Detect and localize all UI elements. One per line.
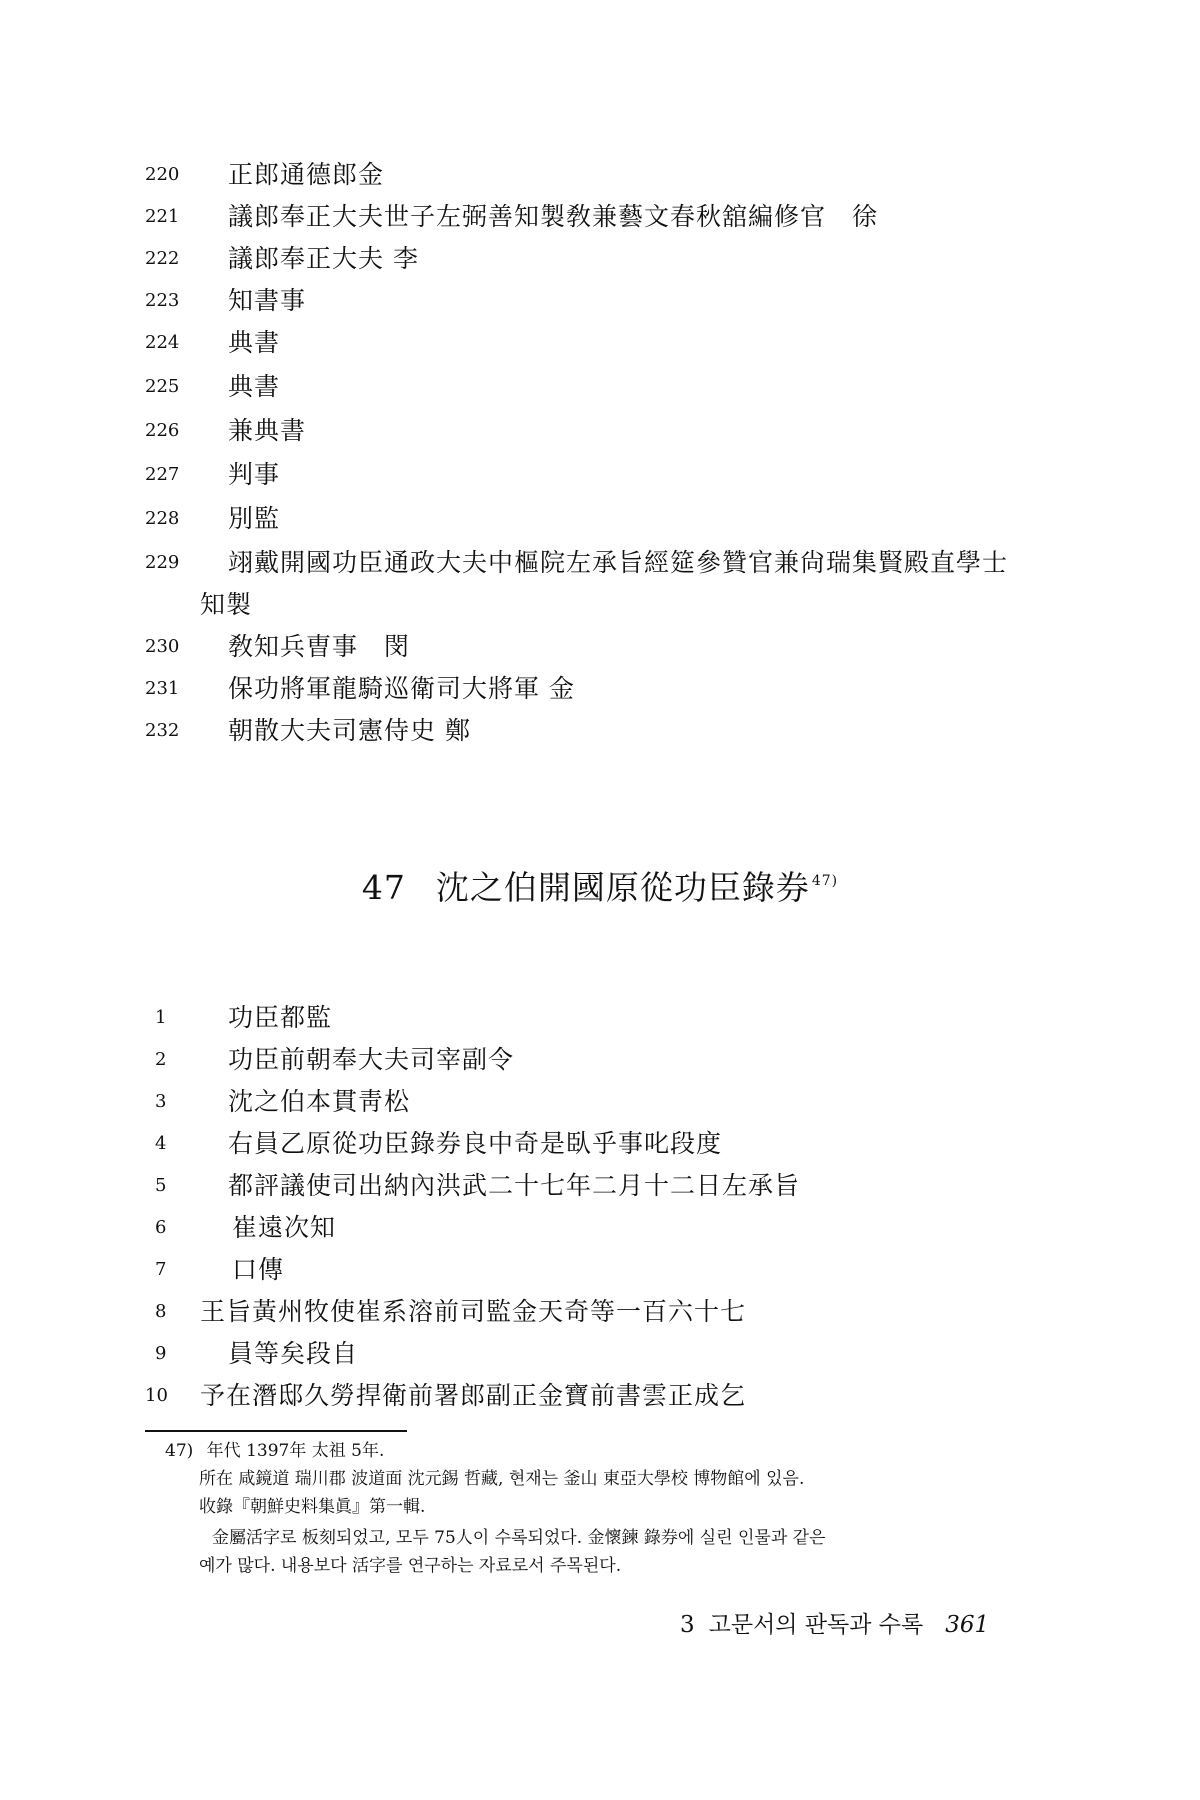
- list-item: [0, 455, 1200, 495]
- line-text: 予在潛邸久勞捍衛前署郎副正金寶前書雲正成乞: [200, 1381, 747, 1410]
- list-item: [0, 197, 1200, 237]
- list-item: [0, 1166, 1200, 1206]
- line-text: 兼典書: [228, 416, 307, 445]
- list-item: [0, 998, 1200, 1038]
- line-number: 8: [155, 1301, 167, 1322]
- list-item-continuation: [0, 585, 1200, 625]
- line-text: 崔遠次知: [232, 1213, 337, 1242]
- list-item: [0, 155, 1200, 195]
- line-text: 典書: [228, 372, 281, 401]
- line-text: 朝散大夫司憲侍史 鄭: [228, 716, 471, 745]
- line-number: 226: [145, 420, 180, 441]
- line-number: 7: [155, 1259, 167, 1280]
- line-text: 別監: [228, 504, 281, 533]
- line-text: 右員乙原從功臣錄券良中奇是臥乎事叱段度: [228, 1129, 723, 1158]
- line-text: 員等矣段自: [228, 1339, 359, 1368]
- section-title: [0, 856, 1200, 913]
- list-item: [0, 1376, 1200, 1416]
- list-item: [0, 1040, 1200, 1080]
- footnote-text: 年代 1397年 太祖 5年.: [206, 1441, 385, 1461]
- list-item: [0, 367, 1200, 407]
- footnote-line: [199, 1553, 621, 1579]
- line-text: 翊戴開國功臣通政大夫中樞院左承旨經筵參贊官兼尙瑞集賢殿直學士: [228, 548, 1009, 577]
- line-number: 2: [155, 1049, 167, 1070]
- line-number: 223: [145, 290, 180, 311]
- line-text: 口傳: [232, 1255, 285, 1284]
- footnote-text: 金屬活字로 板刻되었고, 모두 75人이 수록되었다. 金懷鍊 錄券에 실린 인물과 같은: [212, 1528, 826, 1548]
- list-item: [0, 669, 1200, 709]
- line-number: 4: [155, 1133, 167, 1154]
- line-text: 保功將軍龍騎巡衛司大將軍 金: [228, 674, 575, 703]
- footnote-text: 所在 咸鏡道 瑞川郡 波道面 沈元錫 哲藏, 현재는 釜山 東亞大學校 博物館에 있음.: [199, 1469, 805, 1489]
- line-number: 225: [145, 376, 180, 397]
- line-number: 9: [155, 1343, 167, 1364]
- list-item: [0, 239, 1200, 279]
- list-item: [0, 281, 1200, 321]
- line-text: 議郎奉正大夫 李: [228, 244, 419, 273]
- list-item: [0, 1124, 1200, 1164]
- footnote-text: 收錄『朝鮮史料集眞』第一輯.: [199, 1497, 426, 1517]
- list-item: [0, 711, 1200, 751]
- line-number: 5: [155, 1175, 167, 1196]
- line-text: 都評議使司出納內洪武二十七年二月十二日左承旨: [228, 1171, 801, 1200]
- list-item: [0, 627, 1200, 667]
- page-footer: [680, 1605, 989, 1645]
- line-number: 227: [145, 464, 180, 485]
- line-number: 229: [145, 552, 180, 573]
- page-number: 361: [945, 1612, 990, 1638]
- line-number: 228: [145, 508, 180, 529]
- footnote-line: [212, 1525, 826, 1551]
- line-number: 220: [145, 164, 180, 185]
- line-number: 1: [155, 1007, 167, 1028]
- footnote-divider: [145, 1430, 407, 1432]
- line-text: 功臣前朝奉大夫司宰副令: [228, 1045, 515, 1074]
- footer-section-number: 3: [680, 1612, 695, 1638]
- list-item: [0, 411, 1200, 451]
- line-text: 功臣都監: [228, 1003, 333, 1032]
- footnote-label: 47): [165, 1441, 194, 1461]
- line-text: 敎知兵曺事 閔: [228, 632, 411, 661]
- list-item: [0, 1082, 1200, 1122]
- line-number: 230: [145, 636, 180, 657]
- line-text: 沈之伯本貫靑松: [228, 1087, 411, 1116]
- footnote-line: [165, 1438, 384, 1464]
- line-text: 判事: [228, 460, 281, 489]
- line-text: 議郎奉正大夫世子左弼善知製敎兼藝文春秋舘編修官 徐: [228, 202, 879, 231]
- footnote-reference: 47): [811, 873, 839, 889]
- list-item: [0, 323, 1200, 363]
- line-number: 231: [145, 678, 180, 699]
- list-item: [0, 1208, 1200, 1248]
- list-item: [0, 543, 1200, 583]
- line-text: 知書事: [228, 286, 307, 315]
- line-number: 232: [145, 720, 180, 741]
- section-title-text: 沈之伯開國原從功臣錄券: [435, 868, 810, 907]
- list-item: [0, 1292, 1200, 1332]
- list-item: [0, 499, 1200, 539]
- line-text-continuation: 知製: [200, 590, 253, 619]
- line-text: 正郎通德郎金: [228, 160, 385, 189]
- line-text: 典書: [228, 328, 281, 357]
- section-number: 47: [361, 868, 406, 907]
- line-number: 224: [145, 332, 180, 353]
- footer-title: 고문서의 판독과 수록: [708, 1612, 924, 1638]
- footnote-line: [199, 1494, 425, 1520]
- line-number: 10: [145, 1385, 168, 1406]
- footnote-text: 예가 많다. 내용보다 活字를 연구하는 자료로서 주목된다.: [199, 1556, 622, 1576]
- line-number: 6: [155, 1217, 167, 1238]
- line-number: 222: [145, 248, 180, 269]
- list-item: [0, 1334, 1200, 1374]
- footnote-line: [199, 1466, 804, 1492]
- line-number: 3: [155, 1091, 167, 1112]
- list-item: [0, 1250, 1200, 1290]
- line-number: 221: [145, 206, 180, 227]
- line-text: 王旨黃州牧使崔系溶前司監金天奇等一百六十七: [200, 1297, 747, 1326]
